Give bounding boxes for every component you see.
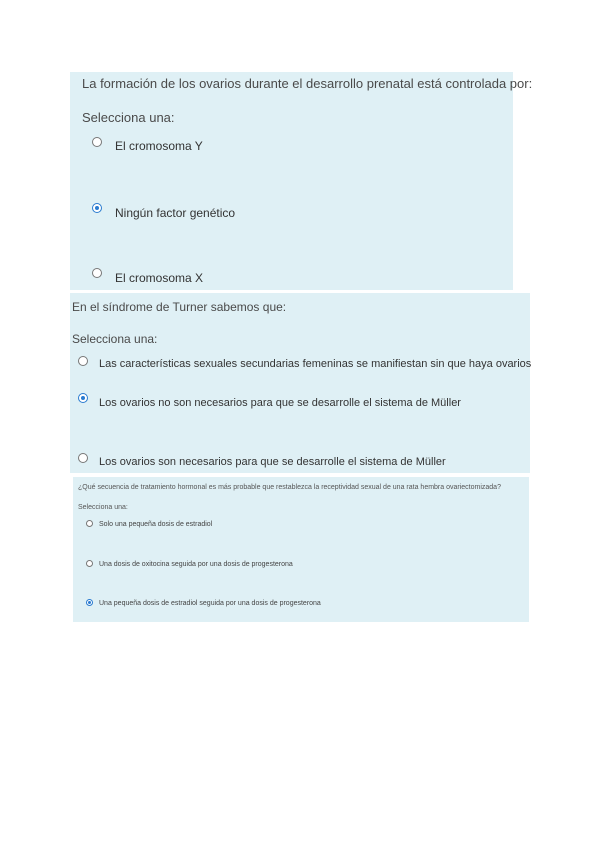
radio-button[interactable] (92, 268, 102, 278)
question-3-prompt: Selecciona una: (78, 504, 128, 511)
question-1-text: La formación de los ovarios durante el desarrollo prenatal está controlada por: (82, 76, 533, 91)
option-label[interactable]: Solo una pequeña dosis de estradiol (99, 521, 213, 528)
option-label[interactable]: Las características sexuales secundarias femeninas se manifiestan sin que haya ovarios (99, 358, 532, 370)
radio-button[interactable] (86, 520, 93, 527)
radio-button-selected[interactable] (92, 203, 102, 213)
option-label[interactable]: Los ovarios son necesarios para que se desarrolle el sistema de Müller (99, 456, 446, 468)
radio-button-selected[interactable] (86, 599, 93, 606)
radio-button[interactable] (92, 137, 102, 147)
option-label[interactable]: Una dosis de oxitocina seguida por una dosis de progesterona (99, 561, 293, 568)
option-label[interactable]: El cromosoma X (115, 271, 204, 285)
question-1-prompt: Selecciona una: (82, 110, 175, 125)
option-label[interactable]: Una pequeña dosis de estradiol seguida por una dosis de progesterona (99, 600, 321, 607)
question-2-panel (70, 293, 530, 473)
question-2-prompt: Selecciona una: (72, 332, 158, 346)
radio-button[interactable] (86, 560, 93, 567)
option-label[interactable]: Ningún factor genético (115, 206, 236, 220)
question-3-panel (73, 477, 529, 622)
radio-button[interactable] (78, 356, 88, 366)
radio-button-selected[interactable] (78, 393, 88, 403)
option-label[interactable]: Los ovarios no son necesarios para que se desarrolle el sistema de Müller (99, 397, 461, 409)
option-label[interactable]: El cromosoma Y (115, 139, 203, 153)
question-3-text: ¿Qué secuencia de tratamiento hormonal es más probable que restablezca la receptividad sexual de una rata hembra ovariectomizada? (78, 484, 501, 491)
question-2-text: En el síndrome de Turner sabemos que: (72, 300, 287, 314)
question-1-panel (70, 72, 533, 290)
radio-button[interactable] (78, 453, 88, 463)
